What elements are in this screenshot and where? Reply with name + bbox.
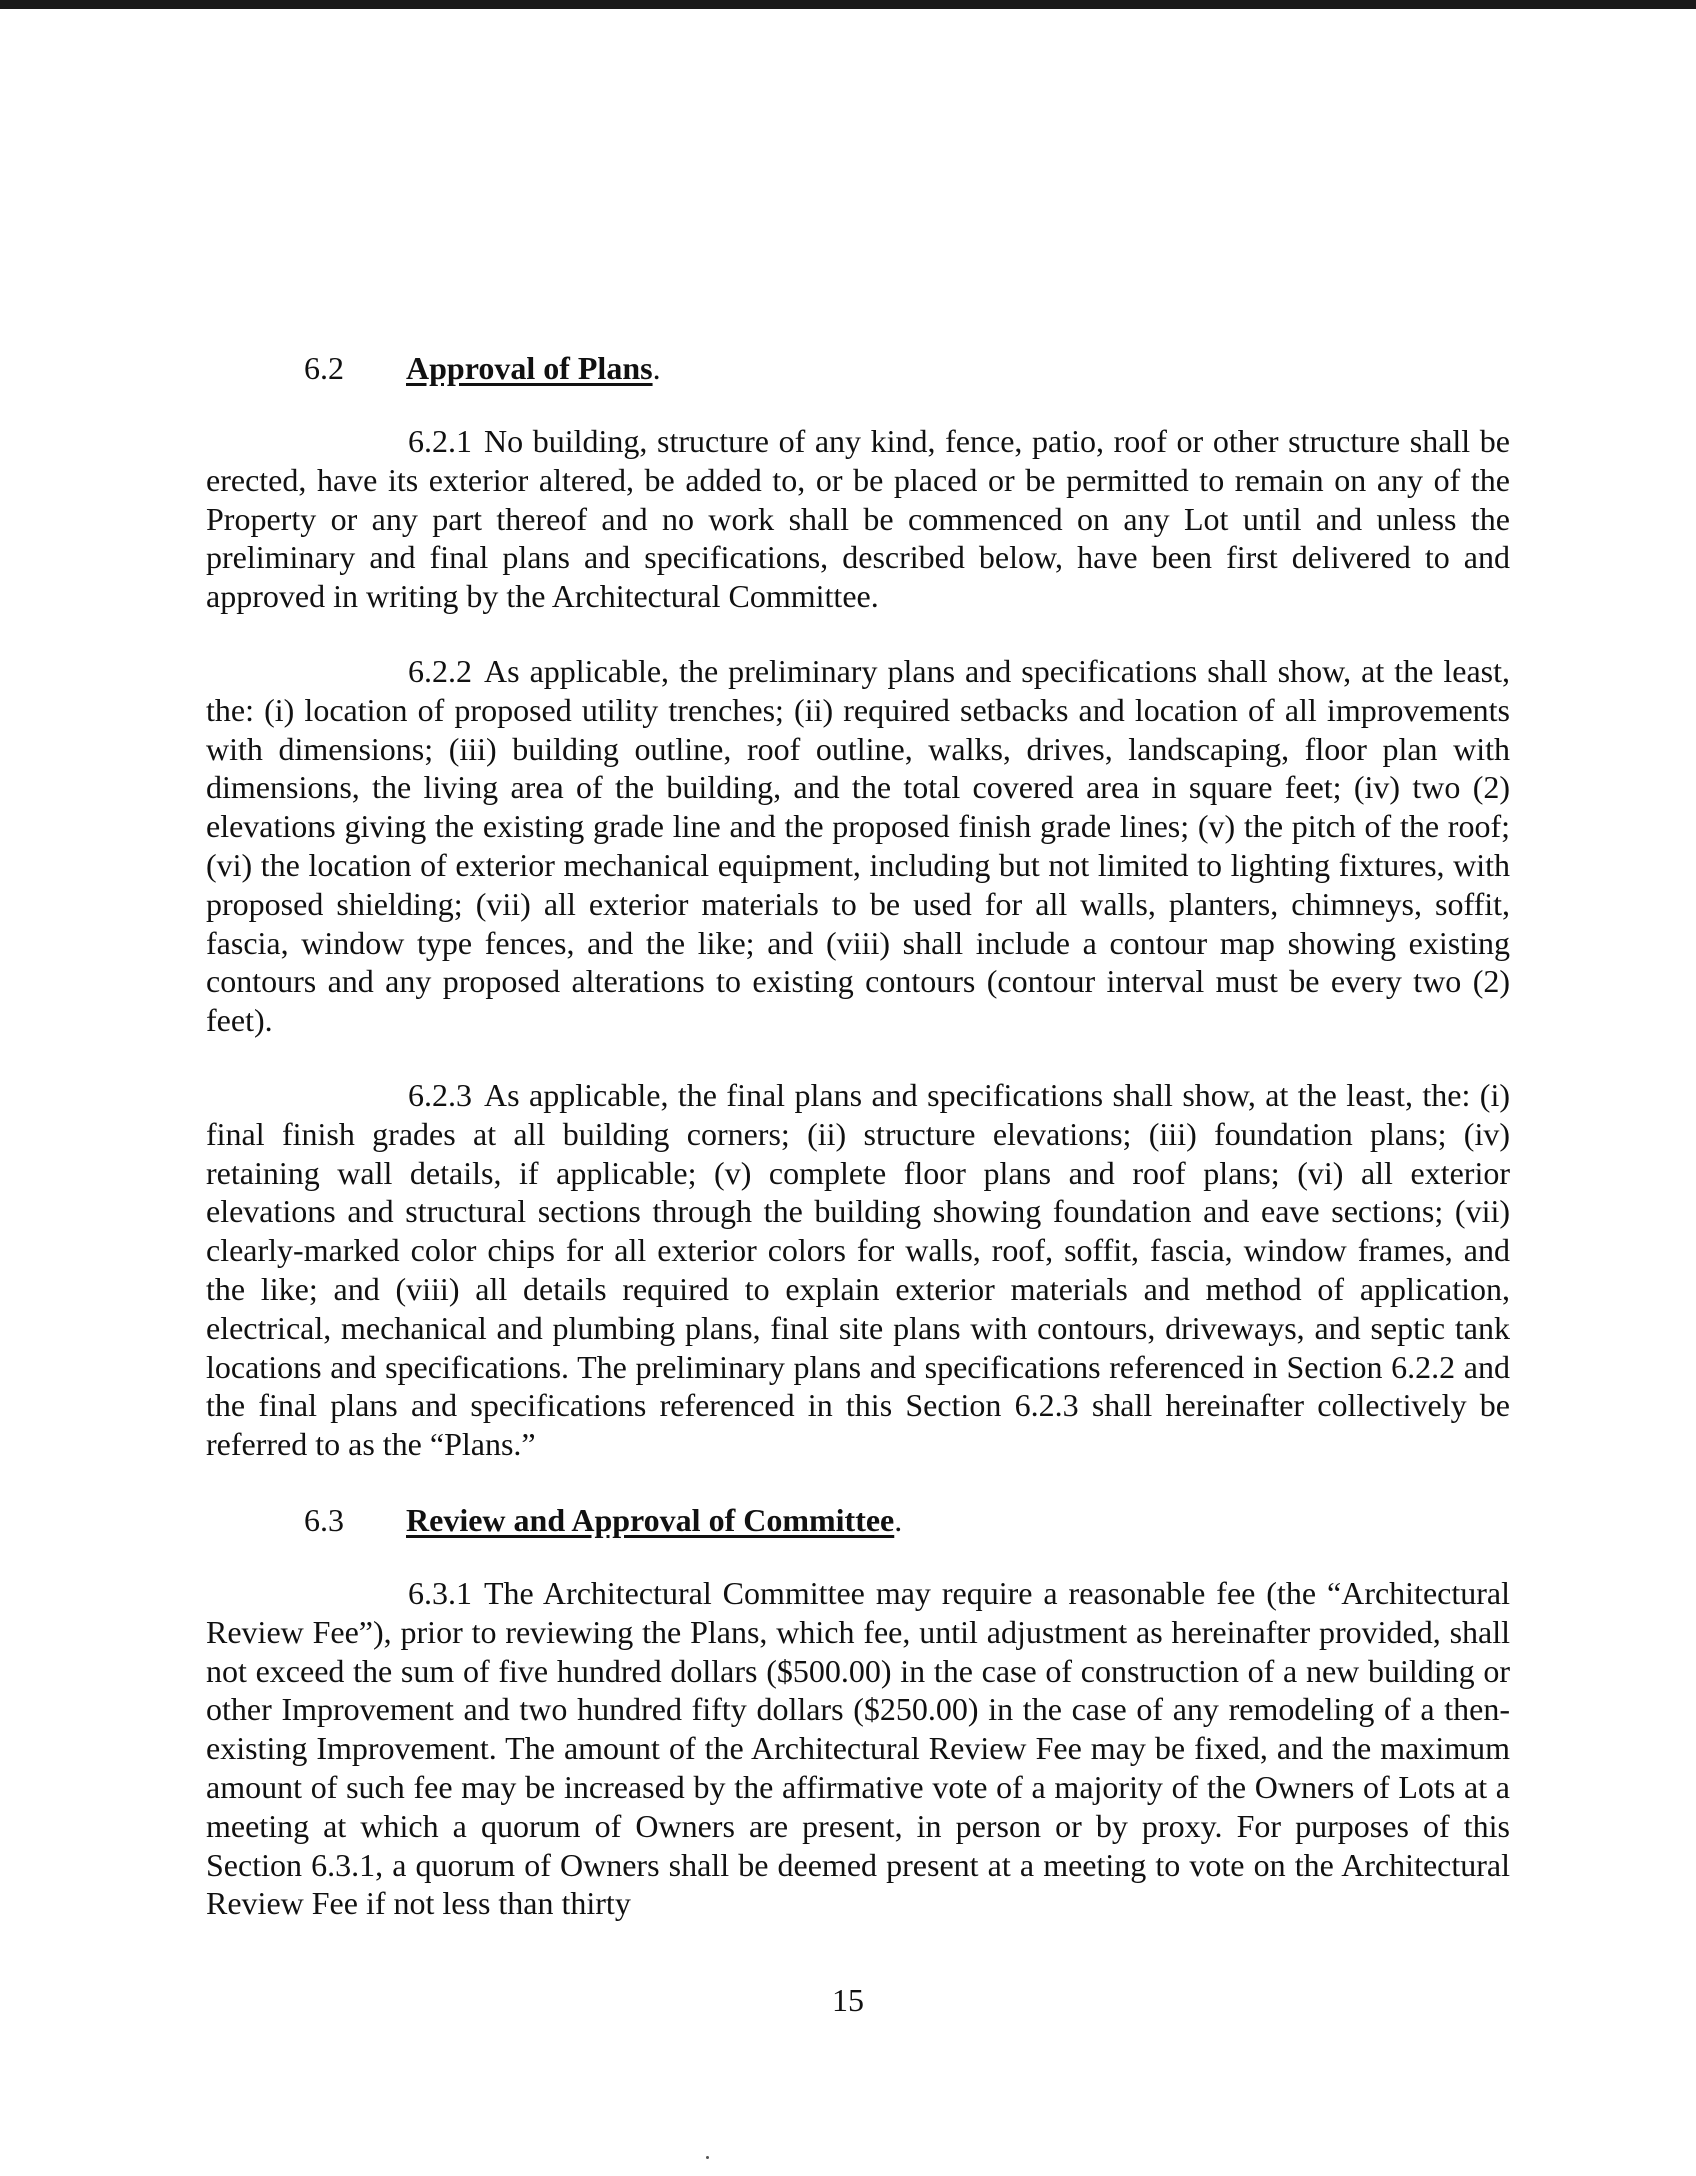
section-heading-6-3	[206, 1500, 1510, 1540]
paragraph-6-2-1	[206, 422, 1510, 616]
paragraph-6-3-1	[206, 1574, 1510, 1923]
paragraph-6-2-2	[206, 652, 1510, 1040]
section-number: 6.3	[304, 1501, 344, 1538]
document-body	[206, 348, 1510, 1959]
paragraph-text: The Architectural Committee may require a reasonable fee (the “Architectural Review Fee”), prior to reviewing the Plans, which fee, until adjustment as hereinafter provided, shall not exceed the sum of five hundred dollars ($500.00) in the case of construction of a new building or other Improvement and two hundred fifty dollars ($250.00) in the case of any remodeling of a then-existing Improvement. The amount of the Architectural Review Fee may be fixed, and the maximum amount of such fee may be increased by the affirmative vote of a majority of the Owners of Lots at a meeting at which a quorum of Owners are present, in person or by proxy. For purposes of this Section 6.3.1, a quorum of Owners shall be deemed present at a meeting to vote on the Architectural Review Fee if not less than thirty	[206, 1574, 1510, 1922]
page-number: 15	[832, 1982, 864, 2018]
section-title: Approval of Plans	[406, 350, 653, 386]
paragraph-number: 6.2.1	[408, 423, 472, 459]
section-number: 6.2	[304, 350, 344, 386]
scan-top-edge	[0, 0, 1696, 9]
paragraph-text: As applicable, the preliminary plans and specifications shall show, at the least, the: (i) location of proposed utility trenches; (ii) required setbacks and location of all improvements with dimensions; (iii) building outline, roof outline, walks, drives, landscaping, floor plan with dimensions, the living area of the building, and the total covered area in square feet; (iv) two (2) elevations giving the existing grade line and the proposed finish grade lines; (v) the pitch of the roof; (vi) the location of exterior mechanical equipment, including but not limited to lighting fixtures, with proposed shielding; (vii) all exterior materials to be used for all walls, planters, chimneys, soffit, fascia, window type fences, and the like; and (viii) shall include a contour map showing existing contours and any proposed alterations to existing contours (contour interval must be every two (2) feet).	[206, 652, 1510, 1039]
paragraph-6-2-3	[206, 1076, 1510, 1464]
paragraph-number: 6.2.3	[408, 1076, 472, 1113]
paragraph-number: 6.3.1	[408, 1574, 472, 1611]
scan-speck	[706, 2156, 709, 2159]
paragraph-text: No building, structure of any kind, fence, patio, roof or other structure shall be erected, have its exterior altered, be added to, or be placed or be permitted to remain on any of the Property or any part thereof and no work shall be commenced on any Lot until and unless the preliminary and final plans and specifications, described below, have been first delivered to and approved in writing by the Architectural Committee.	[206, 423, 1510, 615]
section-title-period: .	[652, 350, 661, 386]
section-heading-6-2	[206, 348, 1510, 388]
paragraph-text: As applicable, the final plans and specifications shall show, at the least, the: (i) final finish grades at all building corners; (ii) structure elevations; (iii) foundation plans; (iv) retaining wall details, if applicable; (v) complete floor plans and roof plans; (vi) all exterior elevations and structural sections through the building showing foundation and eave sections; (vii) clearly-marked color chips for all exterior colors for walls, roof, soffit, fascia, window frames, and the like; and (viii) all details required to explain exterior materials and method of application, electrical, mechanical and plumbing plans, final site plans with contours, driveways, and septic tank locations and specifications. The preliminary plans and specifications referenced in Section 6.2.2 and the final plans and specifications referenced in this Section 6.2.3 shall hereinafter collectively be referred to as the “Plans.”	[206, 1076, 1510, 1463]
section-title-period: .	[894, 1501, 903, 1538]
section-title: Review and Approval of Committee	[406, 1501, 895, 1538]
paragraph-number: 6.2.2	[408, 652, 472, 689]
